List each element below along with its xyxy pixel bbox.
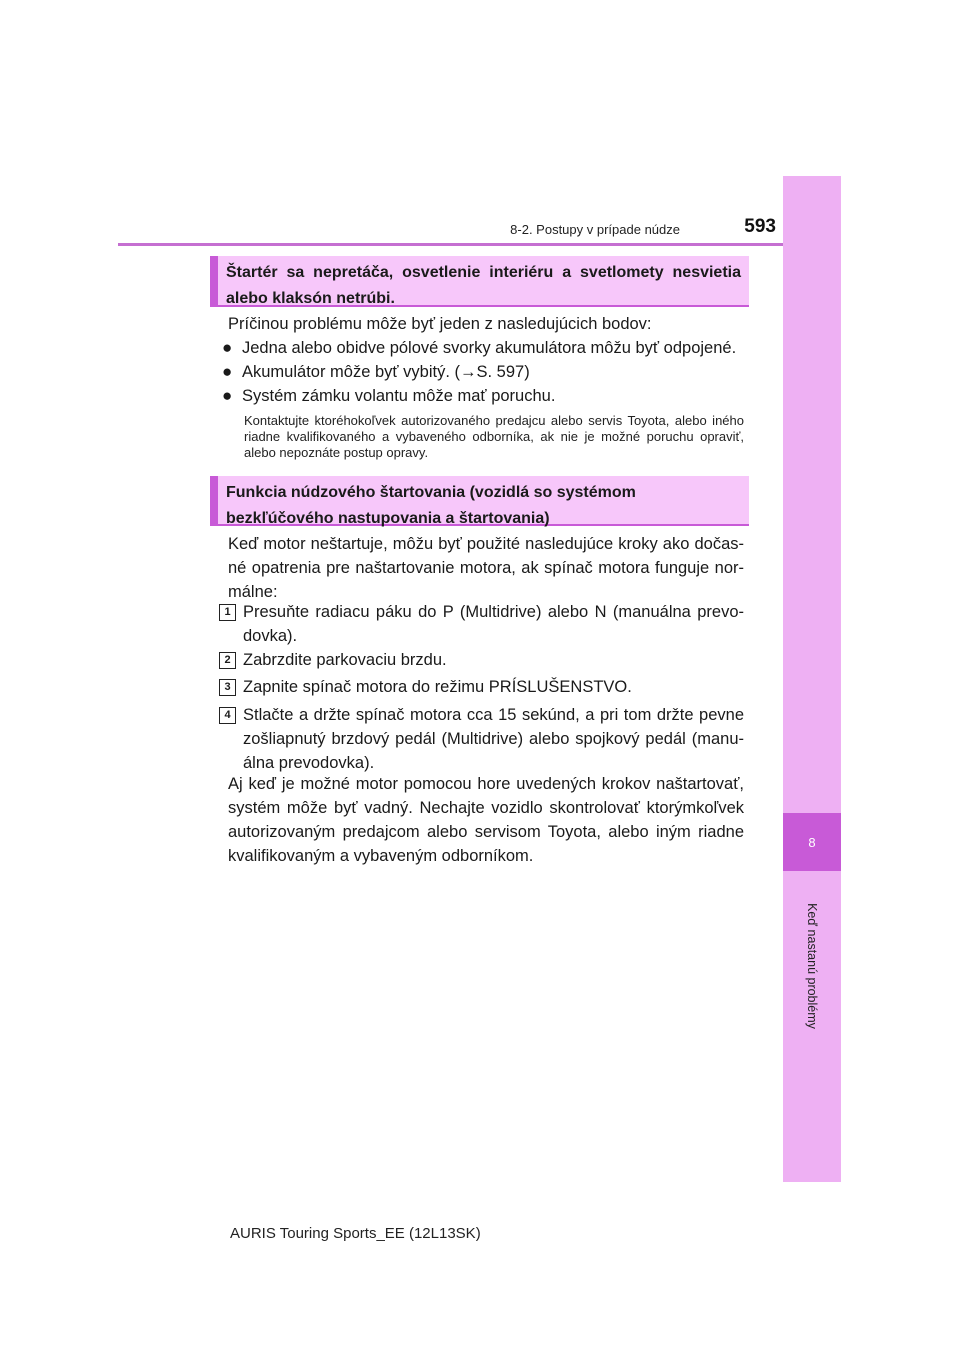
page-number: 593 — [744, 216, 776, 237]
section1-note: Kontaktujte ktoréhokoľvek autorizovaného predajcu alebo servis Toyota, alebo iného riadne kvalifikovaného a vybaveného odborníka, ak nie je možné poruchu opraviť, alebo nepoznáte postup opravy. — [244, 413, 744, 460]
bullet-icon: ● — [222, 386, 233, 405]
step-text: Zabrzdite parkovaciu brzdu. — [243, 651, 447, 669]
chapter-side-tab — [783, 176, 841, 1182]
step-text: Stlačte a držte spínač motora cca 15 sekúnd, a pri tom držte pevne zošliapnutý brzdový pedál (Multidrive) alebo spojkový pedál (manu- álna prevodovka). — [243, 706, 744, 772]
bullet-text: Akumulátor môže byť vybitý. (→S. 597) — [242, 363, 530, 381]
bullet-icon: ● — [222, 338, 233, 357]
section-heading-emergency-start — [210, 476, 749, 526]
bullet-text: Jedna alebo obidve pólové svorky akumulátora môžu byť odpojené. — [242, 339, 737, 357]
chapter-title: Keď nastanú problémy — [805, 903, 819, 1029]
step-text: Zapnite spínač motora do režimu PRÍSLUŠENSTVO. — [243, 678, 632, 696]
list-item — [222, 336, 752, 360]
heading-line: bezkľúčového nastupovania a štartovania) — [226, 510, 550, 527]
step-number-badge: 4 — [219, 707, 236, 724]
step-text: Presuňte radiacu páku do P (Multidrive) alebo N (manuálna prevo- dovka). — [243, 603, 744, 645]
bullet-text: Systém zámku volantu môže mať poruchu. — [242, 387, 556, 405]
step-number-badge: 3 — [219, 679, 236, 696]
section-path: 8-2. Postupy v prípade núdze — [510, 222, 680, 237]
list-item — [222, 360, 752, 384]
chapter-number: 8 — [783, 813, 841, 871]
footer-model: AURIS Touring Sports_EE (12L13SK) — [230, 1225, 481, 1242]
list-item — [222, 384, 752, 408]
bullet-icon: ● — [222, 362, 233, 381]
section2-intro: Keď motor neštartuje, môžu byť použité nasledujúce kroky ako dočas- né opatrenia pre naštartovanie motora, ak spínač motora funguje nor- málne: — [228, 535, 744, 601]
header-divider — [118, 243, 783, 246]
section-heading-starter: Štartér sa nepretáča, osvetlenie interiéru a svetlomety nesvietia alebo klaksón netrúbi. — [210, 256, 749, 307]
section1-intro: Príčinou problému môže byť jeden z nasledujúcich bodov: — [228, 315, 652, 333]
step-number-badge: 2 — [219, 652, 236, 669]
section2-closing: Aj keď je možné motor pomocou hore uvedených krokov naštartovať, systém môže byť vadný. Nechajte vozidlo skontrolovať ktorýmkoľvek autorizovaným predajcom alebo servisom Toyota, alebo iným riadne kvalifikovaným a vybaveným odborníkom. — [228, 775, 744, 865]
heading-line: Funkcia núdzového štartovania (vozidlá so systémom — [226, 484, 636, 501]
step-number-badge: 1 — [219, 604, 236, 621]
